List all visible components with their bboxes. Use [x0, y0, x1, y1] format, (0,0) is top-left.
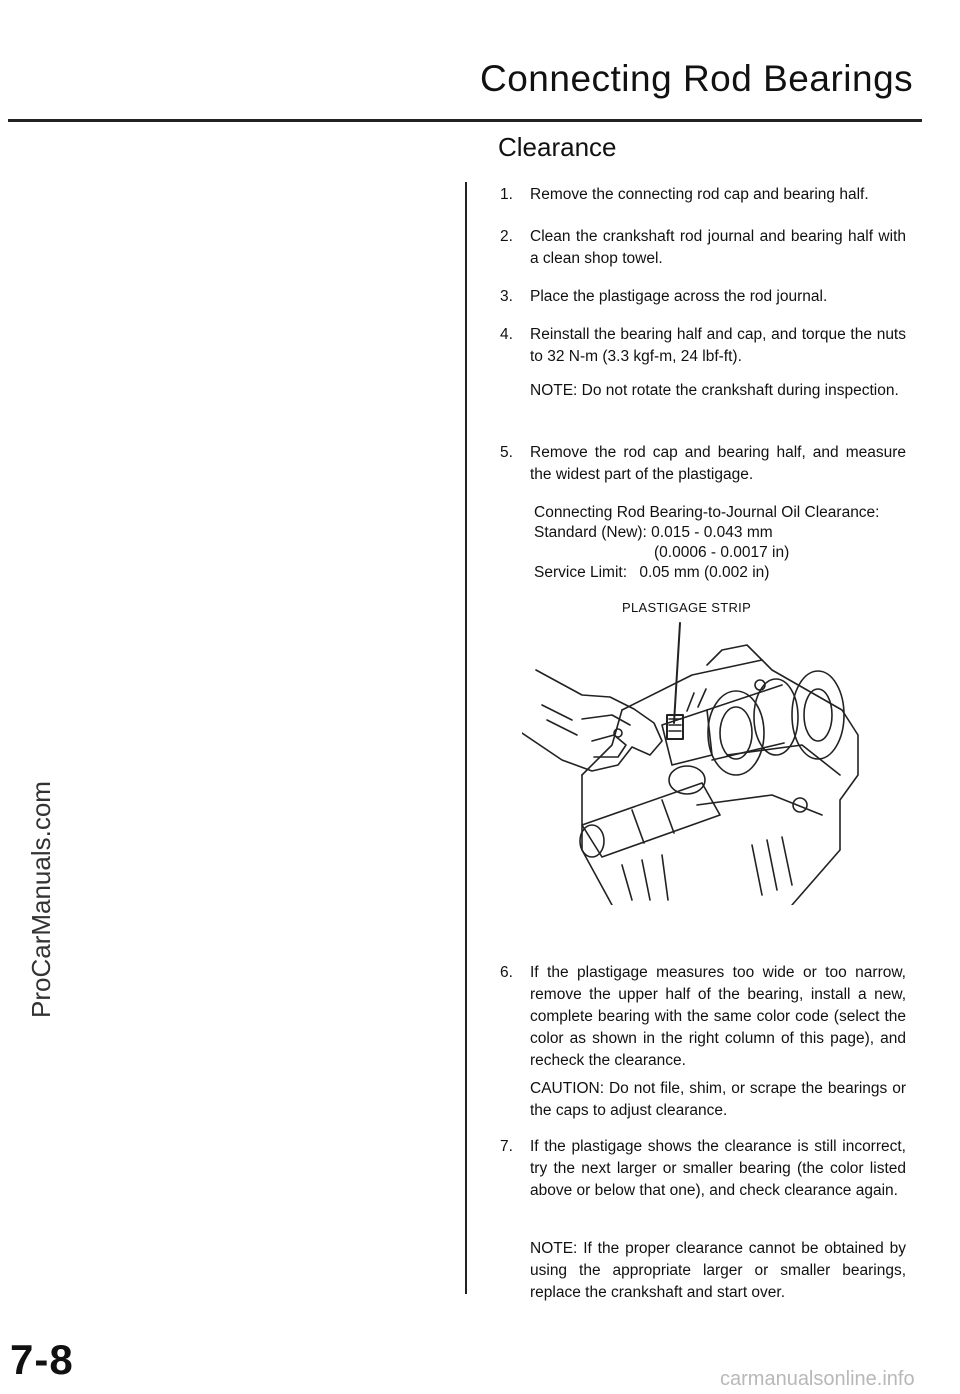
spec-standard-label: Standard (New): — [534, 524, 647, 541]
step-6-caution: CAUTION: Do not file, shim, or scrape the bearings or the caps to adjust clearance. — [530, 1080, 906, 1119]
step-text: Remove the rod cap and bearing half, and measure the widest part of the plastigage. — [530, 444, 906, 483]
step-text: If the plastigage shows the clearance is still incorrect, try the next larger or smaller bearing (the color listed above or below that one), and check clearance again. — [530, 1138, 906, 1199]
page-number: 7-8 — [10, 1336, 74, 1383]
step-text: Clean the crankshaft rod journal and bearing half with a clean shop towel. — [530, 228, 906, 267]
step-4-note: NOTE: Do not rotate the crankshaft during inspection. — [530, 382, 899, 399]
spec-standard-in: (0.0006 - 0.0017 in) — [654, 544, 790, 561]
step-3 — [500, 286, 906, 308]
title-divider — [8, 119, 922, 122]
step-number: 6. — [500, 964, 513, 981]
footer-watermark: carmanualsonline.info — [720, 1368, 915, 1390]
step-7-note: NOTE: If the proper clearance cannot be obtained by using the appropriate larger or smaller bearings, replace the crankshaft and start over. — [530, 1240, 906, 1301]
section-subtitle: Clearance — [498, 132, 617, 162]
step-number: 5. — [500, 444, 513, 461]
step-7 — [500, 1136, 906, 1202]
side-watermark: ProCarManuals.com — [26, 781, 56, 1018]
step-6 — [500, 962, 906, 1072]
step-number: 7. — [500, 1138, 513, 1155]
step-5 — [500, 442, 906, 486]
step-2 — [500, 226, 906, 270]
spec-heading: Connecting Rod Bearing-to-Journal Oil Clearance: — [534, 504, 880, 521]
step-4 — [500, 324, 906, 368]
spec-standard-mm: 0.015 - 0.043 mm — [651, 524, 773, 541]
spec-standard — [534, 523, 773, 543]
spec-limit-label: Service Limit: — [534, 564, 628, 581]
step-number: 3. — [500, 288, 513, 305]
figure-callout-label: PLASTIGAGE STRIP — [622, 600, 752, 615]
step-text: Reinstall the bearing half and cap, and torque the nuts to 32 N-m (3.3 kgf-m, 24 lbf-ft). — [530, 326, 906, 365]
page-title: Connecting Rod Bearings — [480, 58, 914, 99]
plastigage-illustration — [522, 615, 862, 905]
step-text: If the plastigage measures too wide or too narrow, remove the upper half of the bearing, install a new, complete bearing with the same color code (select the color as shown in the right column of this page), and recheck the clearance. — [530, 964, 906, 1069]
step-1 — [500, 184, 906, 206]
step-number: 4. — [500, 326, 513, 343]
spec-limit — [534, 563, 769, 583]
step-text: Place the plastigage across the rod journal. — [530, 288, 828, 305]
step-text: Remove the connecting rod cap and bearing half. — [530, 186, 869, 203]
spec-limit-value: 0.05 mm (0.002 in) — [639, 564, 770, 581]
step-number: 1. — [500, 186, 513, 203]
step-number: 2. — [500, 228, 513, 245]
column-divider — [465, 182, 467, 1294]
